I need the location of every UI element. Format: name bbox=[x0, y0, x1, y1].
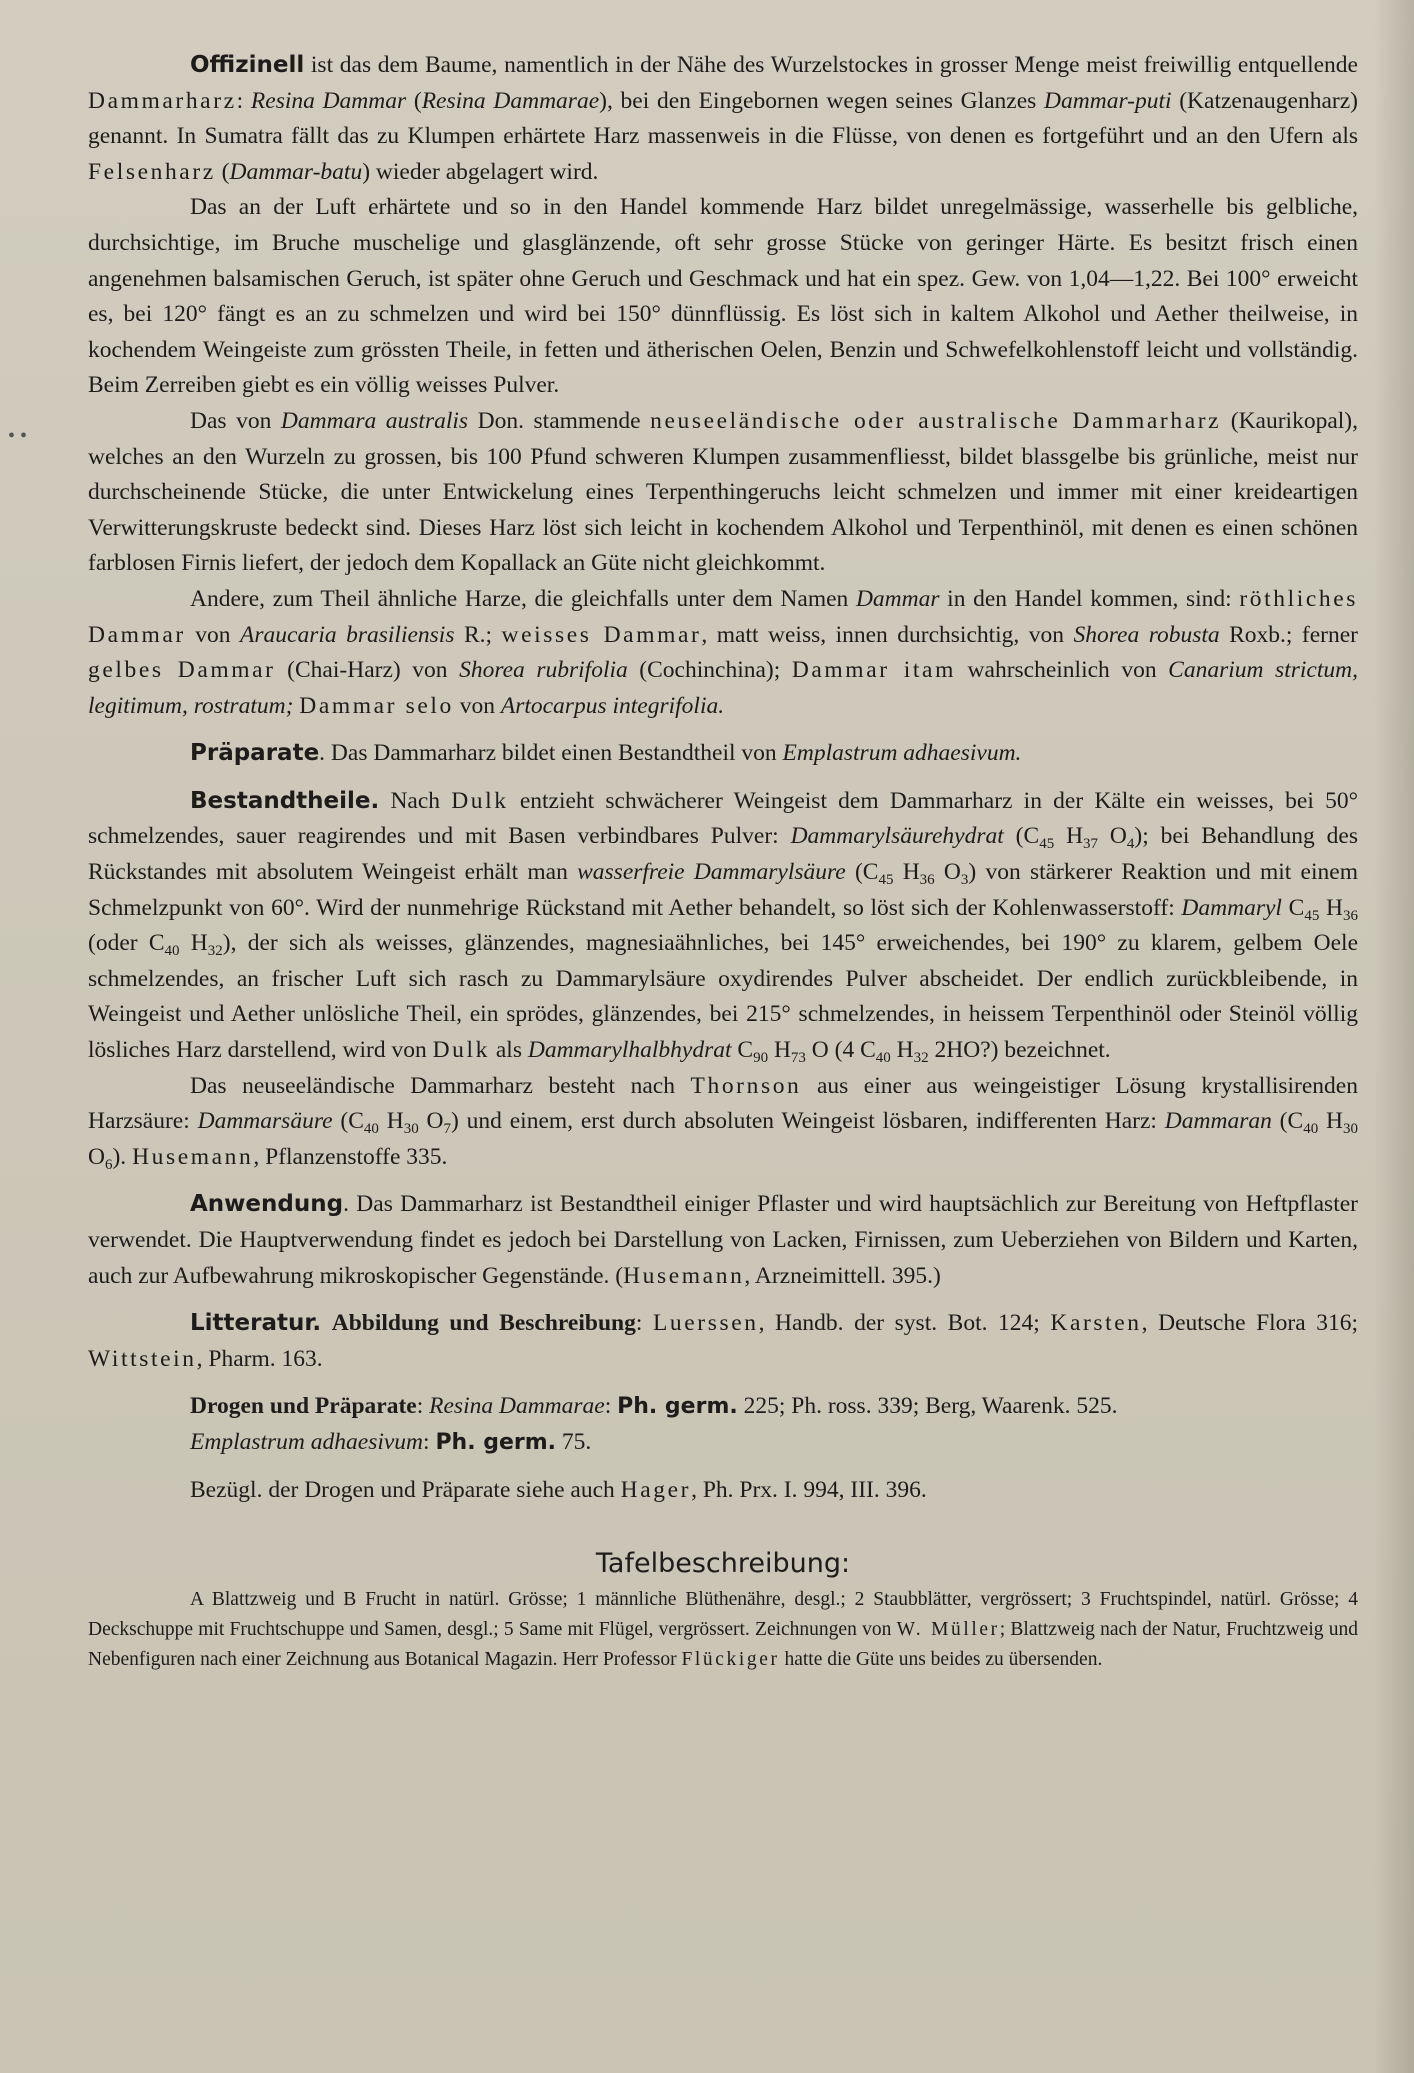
text-run: : bbox=[236, 87, 251, 114]
text-run: ), bei den Eingebornen wegen seines Glanzes bbox=[599, 87, 1045, 114]
text-run: 2HO?) bezeichnet. bbox=[928, 1037, 1111, 1064]
paragraph-p8 bbox=[88, 1187, 1358, 1294]
text-run: Drogen und Präparate bbox=[190, 1393, 417, 1420]
subscript: 73 bbox=[790, 1050, 806, 1067]
body-text bbox=[88, 48, 1358, 1508]
paragraph-p2 bbox=[88, 190, 1358, 404]
text-run: (Kaurikopal), welches an den Wurzeln zu grossen, bis 100 Pfund schweren Klumpen zusammenfliesst, bildet blassgelbe bis grünliche, meist nur durchscheinende Stücke, die unter Entwickelung eines Terpenthingeruchs leicht schmelzen und immer mit einer kreideartigen Verwitterungskruste bedeckt sind. Dieses Harz löst sich leicht in kochendem Alkohol und Terpenthinöl, mit denen es einen schönen farblosen Firnis liefert, der jedoch dem Kopallack an Güte nicht gleichkommt. bbox=[88, 407, 1359, 577]
text-run: Abbildung und Beschreibung bbox=[331, 1310, 636, 1337]
subscript: 4 bbox=[1126, 836, 1135, 853]
text-run: ), der sich als weisses, glänzendes, magnesiaähnliches, bei 145° erweichendes, bei 190° zu klarem, gelbem Oele schmelzendes, an frischer Luft sich rasch zu Dammarylsäure oxydirendes Pulver abscheidet. Der endlich zurückbleibende, in Weingeist und Aether unlösliche Theil, ein sprödes, glänzendes, bei 215° schmelzendes, in heissem Terpenthinöl oder Steinöl völlig lösliches Harz darstellend, wird von bbox=[88, 930, 1359, 1064]
text-run: Don. stammende bbox=[468, 407, 651, 434]
text-run: O (4 C bbox=[805, 1037, 876, 1064]
text-run: wasserfreie Dammarylsäure bbox=[577, 859, 846, 886]
text-run: Shorea rubrifolia bbox=[459, 657, 628, 684]
text-run: , Handb. der syst. Bot. 124; bbox=[758, 1310, 1051, 1337]
text-run: C bbox=[1281, 894, 1305, 921]
text-run: : bbox=[416, 1393, 430, 1420]
text-run: aus einer aus weingeistiger Lösung krystallisirenden Harzsäure: bbox=[88, 1072, 1358, 1135]
text-run: Dammaryl bbox=[1181, 894, 1282, 921]
paragraph-p10b bbox=[88, 1425, 1358, 1461]
paragraph-p9 bbox=[88, 1306, 1358, 1377]
subscript: 37 bbox=[1083, 836, 1099, 853]
section-heading: Litteratur. bbox=[190, 1310, 322, 1337]
text-run: H bbox=[890, 1037, 914, 1064]
subscript: 36 bbox=[919, 872, 935, 889]
text-run: Wittstein bbox=[88, 1345, 197, 1372]
text-run: : bbox=[604, 1393, 618, 1420]
text-run: Dammarylsäurehydrat bbox=[790, 823, 1004, 850]
subscript: 90 bbox=[753, 1050, 769, 1067]
text-run: H bbox=[893, 859, 920, 886]
text-run: ; Blattzweig nach der Natur, Fruchtzweig und Nebenfiguren nach einer Zeichnung aus Botanical Magazin. Herr Professor bbox=[88, 1619, 1358, 1671]
text-run: (oder C bbox=[88, 930, 165, 957]
text-run: (C bbox=[1003, 823, 1040, 850]
section-heading: Anwendung bbox=[190, 1191, 344, 1218]
text-run: Ph. germ. bbox=[435, 1429, 557, 1455]
paragraph-p7 bbox=[88, 1069, 1358, 1176]
text-run: : bbox=[423, 1428, 436, 1455]
text-run: , Ph. Prx. I. 994, III. 396. bbox=[691, 1476, 927, 1503]
text-run: Shorea robusta bbox=[1073, 621, 1220, 648]
text-run: röthliches Dammar bbox=[88, 585, 1358, 648]
text-run: von bbox=[453, 692, 501, 719]
text-run: H bbox=[1054, 823, 1084, 850]
paragraph-p5 bbox=[88, 736, 1358, 772]
section-heading: Offizinell bbox=[190, 52, 305, 78]
text-run: (C bbox=[845, 859, 879, 886]
text-run: Roxb.; ferner bbox=[1219, 621, 1359, 648]
paragraph-p10 bbox=[88, 1389, 1358, 1425]
text-run: 75. bbox=[556, 1428, 592, 1455]
text-run: Ph. germ. bbox=[617, 1394, 738, 1420]
text-run: (Chai-Harz) von bbox=[275, 657, 460, 684]
text-run: Resina Dammarae bbox=[421, 87, 600, 114]
text-run: ); bei Behandlung des Rückstandes mit absolutem Weingeist erhält man bbox=[88, 823, 1358, 886]
text-run: Emplastrum adhaesivum bbox=[190, 1428, 424, 1455]
text-run: ( bbox=[215, 158, 230, 185]
tafel-title: Tafelbeschreibung: bbox=[595, 1548, 851, 1580]
paragraph-p6 bbox=[88, 784, 1358, 1069]
text-run: ) und einem, erst durch absoluten Weingeist lösbaren, indifferenten Harz: bbox=[451, 1108, 1165, 1135]
text-run: Nach bbox=[379, 787, 452, 814]
text-run: R.; bbox=[454, 621, 502, 648]
text-run bbox=[321, 1310, 332, 1336]
text-run: Karsten bbox=[1050, 1310, 1142, 1337]
text-run: , Arzneimittell. 395.) bbox=[744, 1262, 941, 1289]
text-run: hatte die Güte uns beides zu übersenden. bbox=[779, 1649, 1103, 1671]
text-run: Araucaria brasiliensis bbox=[240, 621, 455, 648]
text-run: Canarium strictum, legitimum, rostratum; bbox=[88, 657, 1358, 719]
text-run: wahrscheinlich von bbox=[955, 657, 1169, 684]
text-run: Andere, zum Theil ähnliche Harze, die gleichfalls unter dem Namen bbox=[190, 585, 856, 612]
text-run: Husemann bbox=[132, 1143, 254, 1170]
tafel-description bbox=[88, 1585, 1358, 1675]
text-run: Das an der Luft erhärtete und so in den Handel kommende Harz bildet unregelmässige, wasserhelle bis gelbliche, durchsichtige, im Bruche muschelige und glasglänzende, oft sehr grosse Stücke von geringer Härte. Es besitzt frisch einen angenehmen balsamischen Geruch, ist später ohne Geruch und Geschmack und hat ein spez. Gew. von 1,04—1,22. Bei 100° erweicht es, bei 120° fängt es an zu schmelzen und wird bei 150° dünnflüssig. Es löst sich in kaltem Alkohol und Aether theilweise, in kochendem Weingeiste zum grössten Theile, in fetten und ätherischen Oelen, Benzin und Schwefelkohlenstoff leicht und vollständig. Beim Zerreiben giebt es ein völlig weisses Pulver. bbox=[88, 194, 1358, 399]
text-run: : bbox=[635, 1310, 653, 1337]
text-run: O bbox=[418, 1108, 444, 1135]
subscript: 30 bbox=[403, 1121, 419, 1138]
text-run: Dammar-batu bbox=[229, 158, 363, 185]
paragraph-p11 bbox=[88, 1473, 1358, 1509]
subscript: 40 bbox=[875, 1050, 891, 1067]
margin-dots: • • bbox=[8, 425, 28, 447]
text-run: (Katzenaugenharz) genannt. In Sumatra fällt das zu Klumpen erhärtete Harz massenweis in die Flüsse, von denen es fortgeführt und an den Ufern als bbox=[88, 87, 1358, 150]
text-run: von bbox=[185, 621, 241, 648]
text-run: (Cochinchina); bbox=[627, 657, 792, 684]
text-run: H bbox=[179, 930, 208, 957]
text-run: Das von bbox=[190, 407, 281, 434]
paragraph-p3 bbox=[88, 404, 1358, 582]
text-run: Dulk bbox=[432, 1037, 490, 1064]
text-run: H bbox=[768, 1037, 791, 1064]
text-run: Dammaran bbox=[1164, 1108, 1272, 1135]
text-run: , matt weiss, innen durchsichtig, von bbox=[701, 621, 1074, 648]
text-run: Hager bbox=[620, 1476, 692, 1503]
text-run: Dammar-puti bbox=[1044, 87, 1172, 114]
paragraph-p4 bbox=[88, 582, 1358, 724]
text-run: neuseeländische oder australische Dammarharz bbox=[650, 407, 1222, 434]
text-run: Dammara australis bbox=[280, 407, 469, 434]
text-run: Dammar bbox=[855, 585, 940, 612]
section-heading: Bestandtheile. bbox=[190, 787, 380, 814]
text-run: ( bbox=[406, 87, 422, 114]
text-run: Thornson bbox=[690, 1072, 802, 1099]
subscript: 30 bbox=[1343, 1121, 1358, 1138]
text-run: H bbox=[1318, 1108, 1343, 1135]
text-run: , Pflanzenstoffe 335. bbox=[253, 1143, 448, 1170]
text-run: Dammar itam bbox=[791, 657, 956, 684]
text-run: Emplastrum adhaesivum. bbox=[782, 740, 1022, 767]
text-run: O bbox=[88, 1143, 105, 1170]
text-run: H bbox=[378, 1108, 404, 1135]
text-run: Artocarpus integrifolia. bbox=[500, 692, 725, 719]
text-run: 225; Ph. ross. 339; Berg, Waarenk. 525. bbox=[737, 1393, 1118, 1420]
text-run: C bbox=[731, 1037, 754, 1064]
text-run: Dammarsäure bbox=[197, 1108, 333, 1135]
text-run: Dammarylhalbhydrat bbox=[527, 1037, 732, 1064]
text-run: in den Handel kommen, sind: bbox=[939, 585, 1240, 612]
text-run: , Pharm. 163. bbox=[196, 1345, 323, 1372]
text-run: Felsenharz bbox=[88, 158, 216, 185]
text-run: ). bbox=[112, 1143, 133, 1170]
text-run: . Das Dammarharz ist Bestandtheil einiger Pflaster und wird hauptsächlich zur Bereitung von Heftpflaster verwendet. Die Hauptverwendung findet es jedoch bei Darstellung von Lacken, Firnissen, zum Ueberziehen von Bildern und Karten, auch zur Aufbewahrung mikroskopischer Gegenstände. ( bbox=[88, 1191, 1358, 1289]
text-run: ) wieder abgelagert wird. bbox=[362, 158, 599, 185]
text-run: Dammarharz bbox=[88, 87, 237, 114]
subscript: 7 bbox=[443, 1121, 451, 1138]
subscript: 45 bbox=[1039, 836, 1055, 853]
text-run: Das neuseeländische Dammarharz besteht nach bbox=[190, 1072, 691, 1099]
text-run: (C bbox=[332, 1108, 364, 1135]
text-run: gelbes Dammar bbox=[88, 657, 276, 684]
text-run: als bbox=[489, 1037, 528, 1064]
text-run: O bbox=[934, 859, 961, 886]
subscript: 40 bbox=[1303, 1121, 1319, 1138]
text-run: . Das Dammarharz bildet einen Bestandtheil von bbox=[319, 740, 783, 767]
text-run: Resina Dammarae bbox=[429, 1393, 605, 1420]
text-run: (C bbox=[1271, 1108, 1304, 1135]
text-run: O bbox=[1098, 823, 1127, 850]
subscript: 3 bbox=[960, 872, 969, 889]
text-run: H bbox=[1319, 894, 1343, 921]
section-heading: Präparate bbox=[190, 740, 320, 767]
subscript: 36 bbox=[1343, 907, 1358, 924]
text-run: Dammar selo bbox=[299, 692, 454, 719]
subscript: 32 bbox=[207, 943, 223, 960]
text-run: ist das dem Baume, namentlich in der Nähe des Wurzelstockes in grosser Menge meist freiwillig entquellende bbox=[304, 52, 1358, 78]
subscript: 45 bbox=[878, 872, 894, 889]
subscript: 32 bbox=[913, 1050, 929, 1067]
text-run: Husemann bbox=[623, 1262, 745, 1289]
text-run: Dulk bbox=[451, 787, 509, 814]
text-run: Flückiger bbox=[681, 1649, 780, 1671]
text-run: Luerssen bbox=[652, 1310, 759, 1337]
subscript: 40 bbox=[363, 1121, 379, 1138]
text-run: W. Müller bbox=[896, 1619, 1000, 1641]
text-run: weisses Dammar bbox=[501, 621, 702, 648]
subscript: 45 bbox=[1304, 907, 1320, 924]
text-run: A Blattzweig und B Frucht in natürl. Grösse; 1 männliche Blüthenähre, desgl.; 2 Staubblätter, vergrössert; 3 Fruchtspindel, natürl. Grösse; 4 Deckschuppe mit Fruchtschuppe und Samen, desgl.; 5 Same mit Flügel, vergrössert. Zeichnungen von bbox=[88, 1589, 1358, 1641]
text-run: ) von stärkerer Reaktion und mit einem Schmelzpunkt von 60°. Wird der nunmehrige Rückstand mit Aether behandelt, so löst sich der Kohlenwasserstoff: bbox=[88, 859, 1358, 921]
text-run: Resina Dammar bbox=[250, 87, 407, 114]
text-run: entzieht schwächerer Weingeist dem Dammarharz in der Kälte ein weisses, bei 50° schmelzendes, sauer reagirendes und mit Basen verbindbares Pulver: bbox=[88, 787, 1358, 850]
subscript: 40 bbox=[164, 943, 180, 960]
paragraph-p1 bbox=[88, 48, 1358, 190]
subscript: 6 bbox=[104, 1156, 113, 1173]
text-run: , Deutsche Flora 316; bbox=[1141, 1310, 1359, 1337]
text-run: Bezügl. der Drogen und Präparate siehe auch bbox=[190, 1476, 621, 1503]
